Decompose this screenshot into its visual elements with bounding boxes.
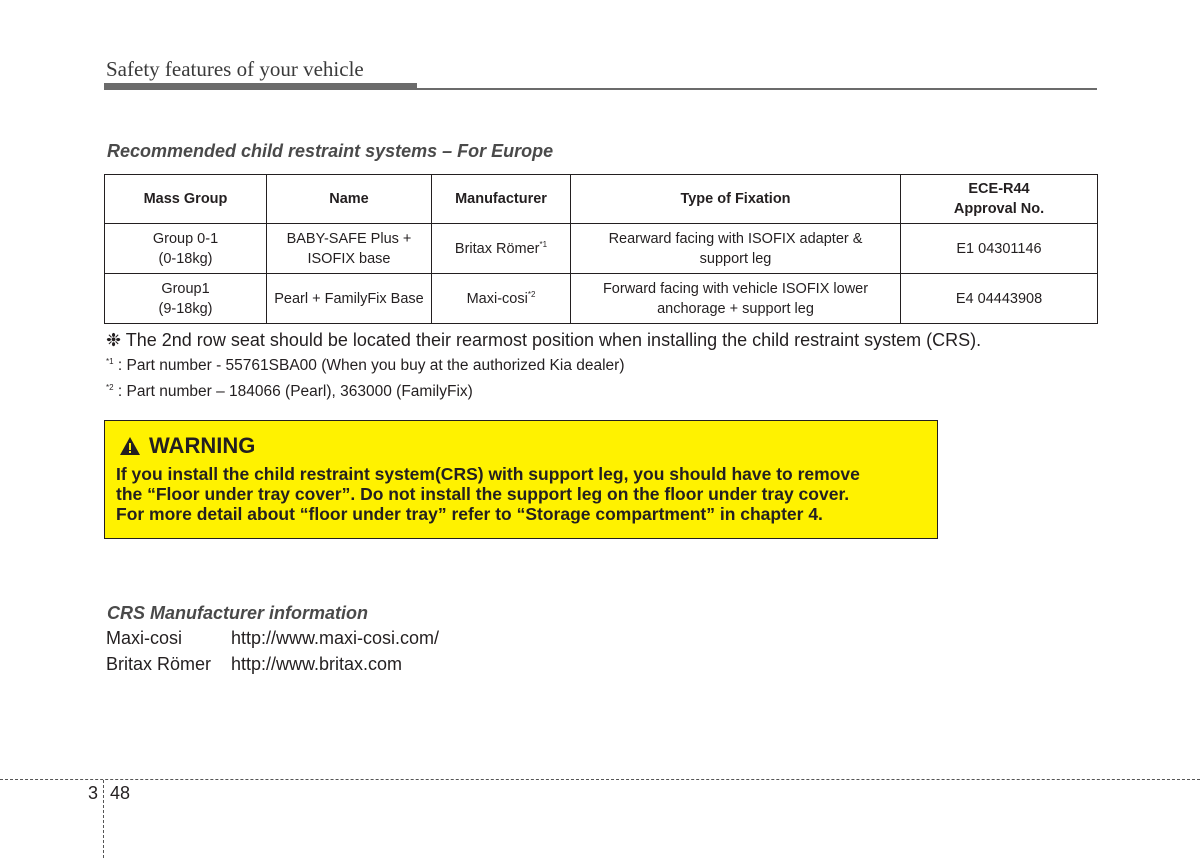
footnote-marker: *2 — [527, 289, 536, 299]
manufacturer-row — [106, 628, 439, 649]
warning-text — [116, 464, 936, 524]
cell-manufacturer — [432, 274, 571, 324]
footnote-2-marker: *2 — [106, 382, 114, 392]
footer-divider — [0, 779, 1200, 780]
manufacturer-name: Britax Römer — [106, 654, 212, 674]
cell-name-line2: ISOFIX base — [307, 250, 391, 267]
column-header-approval — [901, 175, 1098, 224]
cell-fixation-line1: Rearward facing with ISOFIX adapter & — [608, 230, 863, 247]
page-header-title: Safety features of your vehicle — [106, 57, 364, 81]
column-header-approval-line2: Approval No. — [953, 201, 1045, 217]
manufacturer-name: Maxi-cosi — [106, 628, 183, 648]
cell-manufacturer-text: Britax Römer — [454, 240, 540, 257]
cell-mass-group-line1: Group 0-1 — [152, 230, 219, 247]
cell-approval: E4 04443908 — [901, 274, 1098, 324]
manufacturer-row — [106, 654, 402, 675]
cell-name: Pearl + FamilyFix Base — [267, 274, 432, 324]
cell-mass-group-line2: (0-18kg) — [158, 250, 213, 267]
cell-fixation — [571, 224, 901, 274]
cell-mass-group-line2: (9-18kg) — [158, 300, 213, 317]
warning-line: the “Floor under tray cover”. Do not install the support leg on the floor under tray cover. — [116, 484, 850, 504]
footnote-2-text: : Part number – 184066 (Pearl), 363000 (FamilyFix) — [113, 383, 473, 400]
manufacturer-info-title: CRS Manufacturer information — [107, 603, 369, 623]
footnote-2 — [106, 383, 473, 401]
chapter-number: 3 — [88, 783, 99, 803]
cell-name-line1: BABY-SAFE Plus + — [286, 230, 412, 247]
table-row — [105, 224, 1098, 274]
cell-fixation — [571, 274, 901, 324]
warning-line: For more detail about “floor under tray” refer to “Storage compartment” in chapter 4. — [116, 504, 823, 524]
page-number: 48 — [110, 783, 131, 803]
cell-approval: E1 04301146 — [901, 224, 1098, 274]
footnote-1-marker: *1 — [106, 356, 114, 366]
warning-box — [104, 420, 938, 539]
cell-fixation-line2: support leg — [699, 250, 772, 267]
footnote-1 — [106, 357, 625, 375]
column-header-mass-group: Mass Group — [105, 175, 267, 224]
cell-name — [267, 224, 432, 274]
column-header-manufacturer: Manufacturer — [432, 175, 571, 224]
warning-heading — [119, 433, 255, 459]
table-row — [105, 274, 1098, 324]
footnote-marker: *1 — [539, 239, 548, 249]
cell-mass-group-line1: Group1 — [161, 280, 210, 297]
cell-manufacturer-text: Maxi-cosi — [466, 290, 528, 307]
header-rule-thin — [417, 88, 1097, 90]
table-header-row — [105, 175, 1098, 224]
column-header-fixation: Type of Fixation — [571, 175, 901, 224]
cell-manufacturer — [432, 224, 571, 274]
cell-mass-group — [105, 224, 267, 274]
warning-triangle-icon — [119, 436, 141, 456]
crs-seat-note: ❉ The 2nd row seat should be located their rearmost position when installing the child restraint system (CRS). — [106, 330, 982, 350]
warning-title: WARNING — [149, 433, 256, 458]
manufacturer-url: http://www.maxi-cosi.com/ — [231, 628, 440, 648]
warning-line: If you install the child restraint system(CRS) with support leg, you should have to remove — [116, 464, 860, 484]
footer-vertical-divider — [103, 780, 104, 858]
column-header-approval-line1: ECE-R44 — [968, 181, 1030, 197]
cell-fixation-line1: Forward facing with vehicle ISOFIX lower — [602, 280, 869, 297]
cell-mass-group — [105, 274, 267, 324]
manufacturer-url: http://www.britax.com — [231, 654, 403, 674]
column-header-name: Name — [267, 175, 432, 224]
footnote-1-text: : Part number - 55761SBA00 (When you buy at the authorized Kia dealer) — [113, 357, 625, 374]
header-rule-thick — [104, 83, 417, 90]
cell-fixation-line2: anchorage + support leg — [657, 300, 814, 317]
section-title: Recommended child restraint systems – For Europe — [107, 141, 554, 161]
crs-table — [104, 174, 1098, 324]
